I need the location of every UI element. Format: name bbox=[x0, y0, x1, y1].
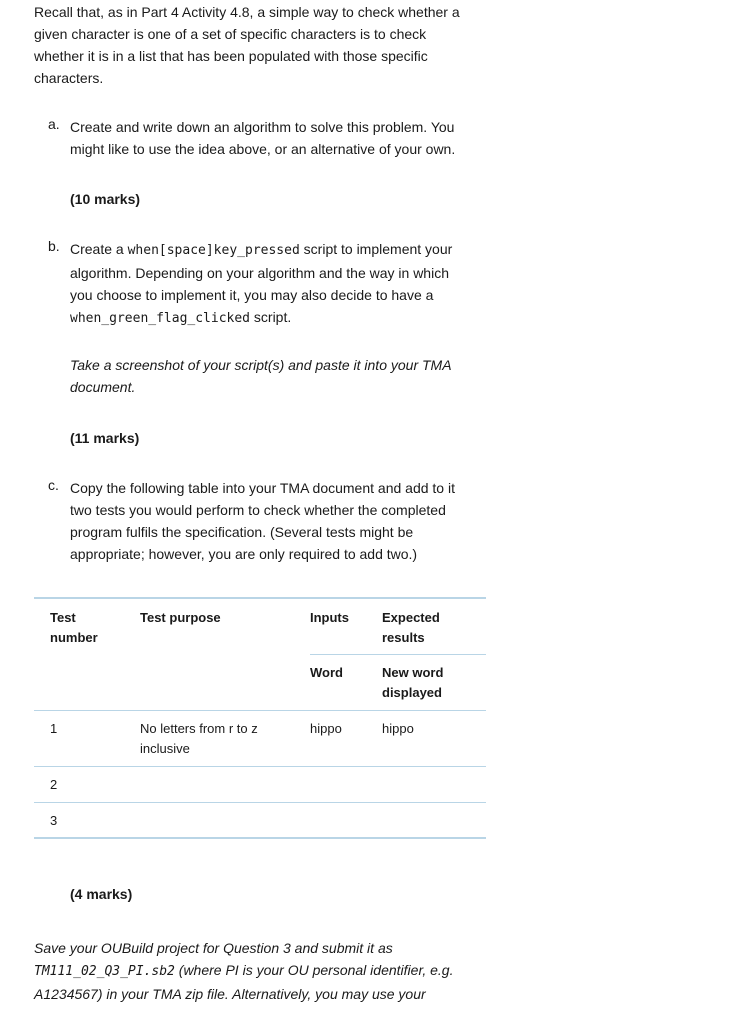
part-b-instruction bbox=[48, 354, 488, 398]
header-text: number bbox=[50, 630, 98, 645]
cell-word bbox=[310, 803, 382, 839]
subheader-new-word bbox=[382, 655, 486, 711]
cell-result bbox=[382, 803, 486, 839]
part-c bbox=[48, 477, 488, 565]
intro-line: whether it is in a list that has been populated with those specific bbox=[34, 48, 428, 64]
cell-test-purpose bbox=[140, 767, 310, 803]
part-b-line: algorithm. Depending on your algorithm and the way in which bbox=[70, 265, 449, 281]
cell-word bbox=[310, 767, 382, 803]
part-c-marks: (4 marks) bbox=[70, 886, 133, 902]
script-name-code: when_green_flag_clicked bbox=[70, 311, 251, 326]
intro-paragraph bbox=[34, 1, 486, 89]
part-b-text: script. bbox=[250, 309, 292, 325]
part-c-line: program fulfils the specification. (Several tests might be bbox=[70, 524, 414, 540]
part-b-marks: (11 marks) bbox=[70, 430, 140, 446]
header-test-number bbox=[34, 598, 140, 711]
subheader-word bbox=[310, 655, 382, 711]
part-c-line: Copy the following table into your TMA document and add to it bbox=[70, 480, 455, 496]
part-b bbox=[48, 238, 488, 330]
header-text: Test purpose bbox=[140, 610, 221, 625]
part-a-marks: (10 marks) bbox=[70, 191, 141, 207]
header-test-purpose bbox=[140, 598, 310, 711]
table-row bbox=[34, 803, 486, 839]
part-a-line: might like to use the idea above, or an alternative of your own. bbox=[70, 141, 456, 157]
part-c-line: appropriate; however, you are only required to add two.) bbox=[70, 546, 418, 562]
cell-test-purpose bbox=[140, 803, 310, 839]
filename-code: TM111_02_Q3_PI.sb2 bbox=[34, 964, 175, 979]
header-inputs bbox=[310, 598, 382, 655]
header-text: New word bbox=[382, 665, 444, 680]
script-name-code: when[space]key_pressed bbox=[127, 243, 300, 258]
table-row bbox=[34, 767, 486, 803]
part-a bbox=[48, 116, 488, 160]
cell-text: inclusive bbox=[140, 741, 190, 756]
header-text: Inputs bbox=[310, 610, 349, 625]
part-a-letter: a. bbox=[48, 116, 60, 132]
table-row bbox=[34, 711, 486, 767]
part-b-text: Create a bbox=[70, 241, 128, 257]
header-expected bbox=[382, 598, 486, 655]
part-a-line: Create and write down an algorithm to solve this problem. You bbox=[70, 119, 455, 135]
intro-line: Recall that, as in Part 4 Activity 4.8, a simple way to check whether a bbox=[34, 4, 460, 20]
cell-word: hippo bbox=[310, 711, 382, 767]
cell-test-number: 3 bbox=[34, 803, 140, 839]
cell-result bbox=[382, 767, 486, 803]
part-c-letter: c. bbox=[48, 477, 59, 493]
header-text: displayed bbox=[382, 685, 442, 700]
footer-line: Save your OUBuild project for Question 3 and submit it as bbox=[34, 940, 393, 956]
part-c-line: two tests you would perform to check whether the completed bbox=[70, 502, 446, 518]
cell-test-number: 1 bbox=[34, 711, 140, 767]
footer-text: (where PI is your OU personal identifier, e.g. bbox=[174, 962, 454, 978]
intro-line: given character is one of a set of specific characters is to check bbox=[34, 26, 427, 42]
part-b-line: you choose to implement it, you may also decide to have a bbox=[70, 287, 434, 303]
instruction-line: Take a screenshot of your script(s) and paste it into your TMA bbox=[70, 357, 452, 373]
part-b-letter: b. bbox=[48, 238, 60, 254]
cell-test-number: 2 bbox=[34, 767, 140, 803]
part-b-line bbox=[70, 238, 488, 262]
cell-test-purpose bbox=[140, 711, 310, 767]
instruction-line: document. bbox=[70, 379, 136, 395]
header-text: Word bbox=[310, 665, 343, 680]
part-b-text: script to implement your bbox=[299, 241, 453, 257]
header-text: Expected bbox=[382, 610, 440, 625]
cell-text: No letters from r to z bbox=[140, 721, 258, 736]
part-b-line bbox=[70, 306, 488, 330]
footer-line bbox=[34, 959, 494, 983]
header-text: Test bbox=[50, 610, 76, 625]
intro-line: characters. bbox=[34, 70, 104, 86]
submission-instructions bbox=[34, 937, 494, 1005]
header-text: results bbox=[382, 630, 425, 645]
footer-line: A1234567) in your TMA zip file. Alternatively, you may use your bbox=[34, 986, 426, 1002]
table-header-row bbox=[34, 598, 486, 655]
test-table bbox=[34, 597, 486, 839]
cell-result: hippo bbox=[382, 711, 486, 767]
